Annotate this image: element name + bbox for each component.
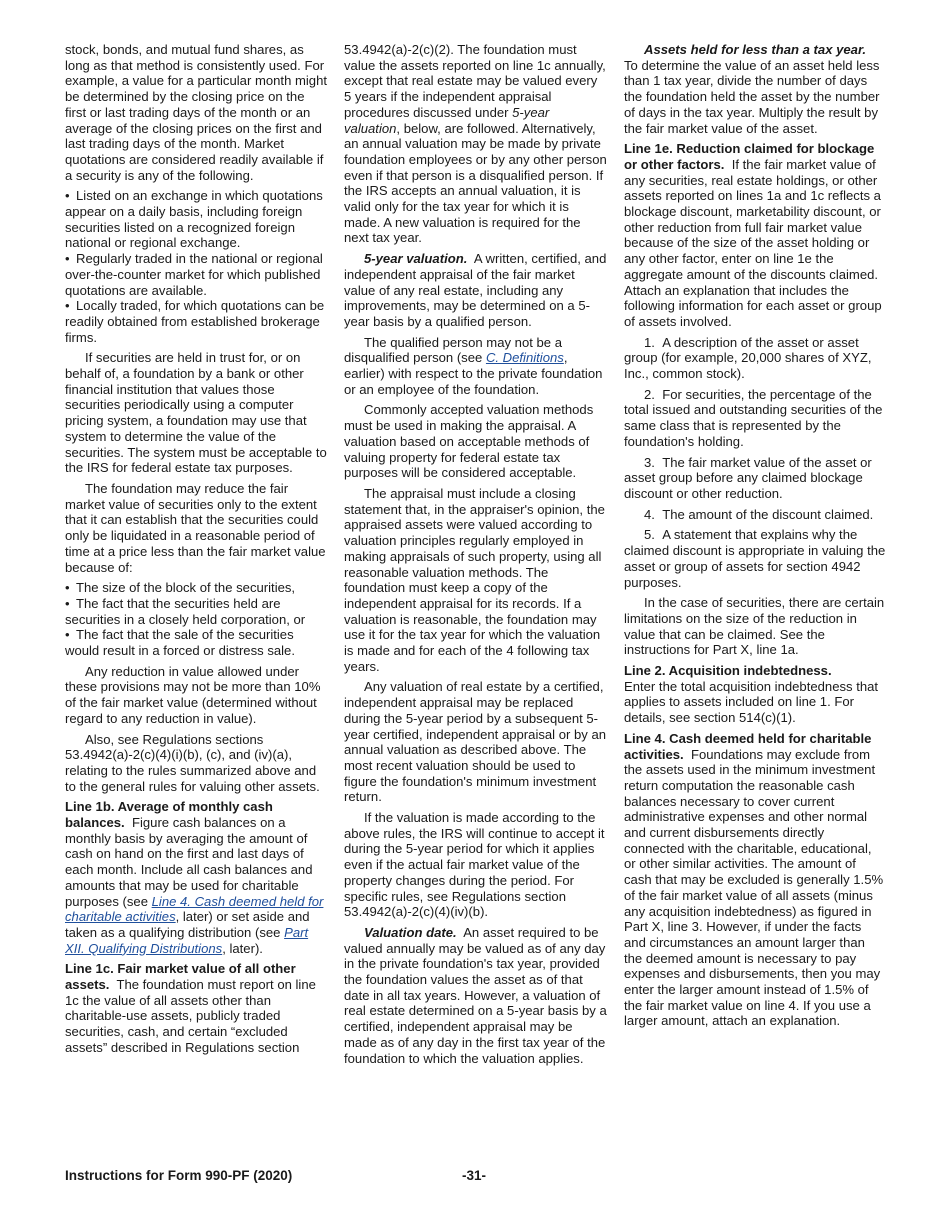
column-left	[65, 42, 327, 1061]
paragraph: Enter the total acquisition indebtedness that applies to assets included on line 1. For details, see section 514(c)(1).	[624, 678, 879, 726]
paragraph: The appraisal must include a closing statement that, in the appraiser's opinion, the appraised assets were valued according to valuation principles regularly employed in making appraisals of such property, using all reasonable valuation methods. The foundation must keep a copy of the independent appraisal for its records. If a valuation is reasonable, the foundation may use it for the tax year for which the valuation is made and for each of the 4 following tax years.	[344, 485, 605, 674]
heading-valuation-date: Valuation date.	[364, 924, 457, 940]
paragraph: To determine the value of an asset held less than 1 tax year, divide the number of days the foundation held the asset by the number of days in the tax year. Multiply the result by the fair market value of the asset.	[624, 57, 880, 136]
text: The foundation must report on line 1c the value of all assets other than charitable-use assets, publicly traded securities, cash, and certain “excluded assets” described in Regulations section	[65, 977, 316, 1055]
page-footer	[65, 1168, 886, 1186]
bullet-item: • Listed on an exchange in which quotations appear on a daily basis, including foreign securities listed on a recognized foreign national or regional exchange.	[65, 188, 327, 251]
numbered-item: 2. For securities, the percentage of the total issued and outstanding securities of the same class that is represented by the foundation's holding.	[624, 386, 883, 449]
paragraph	[344, 42, 608, 246]
heading-assets-less-than-year: Assets held for less than a tax year.	[644, 42, 866, 57]
paragraph: Commonly accepted valuation methods must be used in making the appraisal. A valuation based on acceptable methods of valuing property for federal estate tax purposes will be considered acceptable.	[344, 402, 594, 481]
text: 5-year valuation	[344, 104, 550, 136]
text: A written, certified, and independent appraisal of the fair market value of any real estate, including any improvements, may be determined on a 5-year basis by a qualified person.	[344, 251, 607, 329]
numbered-item: 1. A description of the asset or asset group (for example, 20,000 shares of XYZ, Inc., common stock).	[624, 334, 872, 382]
paragraph-valuation-date	[344, 925, 608, 1066]
paragraph: The foundation may reduce the fair market value of securities only to the extent that it can establish that the securities could only be liquidated in a reasonable period of time at a price less than the fair market value because of:	[65, 480, 326, 575]
text: , later) or set aside and taken as a qualifying distribution (see	[65, 909, 310, 940]
heading-5yr-valuation: 5-year valuation.	[364, 251, 468, 267]
text: , later).	[222, 940, 263, 956]
link-line-4-cash[interactable]: Line 4. Cash deemed held for charitable activities	[65, 893, 324, 925]
bullet-item: • Locally traded, for which quotations can be readily obtained from established brokerage firms.	[65, 298, 327, 345]
page-number: -31-	[462, 1168, 487, 1183]
link-c-definitions[interactable]: C. Definitions	[485, 350, 564, 366]
footer-form-title: Instructions for Form 990-PF (2020)	[65, 1168, 293, 1183]
heading-line-1e: Line 1e. Reduction claimed for blockage or other factors.	[624, 141, 875, 172]
text: Foundations may exclude from the assets used in the minimum investment return computation the reasonable cash balances necessary to cover current administrative expenses and other normal and current disbursements directly connected with the charitable, educational, or other similar activities. The amount of cash that may be excluded is generally 1.5% of the fair market value of all assets (minus any acquisition indebtedness) as figured in Part X, line 3. However, if under the facts and circumstances an amount larger than the deemed amount is necessary to pay expenses and disbursements, then you may enter the larger amount instead of 1.5% of the fair market value on line 4. If you use a larger amount, attach an explanation.	[624, 746, 884, 1029]
paragraph: In the case of securities, there are certain limitations on the size of the reduction in value that can be claimed. See the instructions for Part X, line 1a.	[624, 595, 885, 658]
paragraph: If securities are held in trust for, or on behalf of, a foundation by a bank or other financial institution that values those securities periodically using a computer pricing system, a foundation may use that system to determine the value of the securities. The system must be acceptable to the IRS for federal estate tax purposes.	[65, 350, 327, 476]
bullet-item: • The fact that the securities held are securities in a closely held corporation, or	[65, 596, 327, 627]
paragraph-line-4	[624, 731, 886, 1029]
bullet-item: • Regularly traded in the national or regional over-the-counter market for which published quotations are available.	[65, 251, 327, 298]
paragraph: Any reduction in value allowed under these provisions may not be more than 10% of the fair market value (determined without regard to any reduction in value).	[65, 663, 321, 726]
heading-line-2: Line 2. Acquisition indebtedness.	[624, 663, 832, 679]
paragraph	[344, 335, 608, 398]
text: , earlier) with respect to the private foundation or an employee of the foundation.	[344, 350, 603, 397]
heading-line-4: Line 4. Cash deemed held for charitable activities.	[624, 730, 872, 762]
paragraph-5yr	[344, 251, 608, 330]
text: If the fair market value of any securities, real estate holdings, or other assets reported on lines 1a and 1c reflects a blockage discount, marketability discount, or other reduction from full fair market value because of the size of the asset holding or any other factor, enter on line 1e the aggregate amount of the discounts claimed. Attach an explanation that includes the following information for each asset or group of assets involved.	[624, 156, 882, 329]
text: Figure cash balances on a monthly basis by averaging the amount of cash on hand on the first and last days of each month. Include all cash balances and amounts that may be used for charitable purposes (see	[65, 815, 313, 909]
numbered-item: 5. A statement that explains why the claimed discount is appropriate in valuing the asset or group of assets for section 4942 purposes.	[624, 527, 886, 590]
text: An asset required to be valued annually may be valued as of any day in the private foundation's tax year, provided the foundation values the asset as of that date in all tax years. However, a valuation of real estate determined on a 5-year basis by a certified, independent appraisal may be made as of any day in the first tax year of the foundation to which the valuation applies.	[344, 924, 607, 1066]
paragraph-line-1b	[65, 799, 327, 956]
column-middle	[344, 42, 608, 1071]
numbered-item: 3. The fair market value of the asset or asset group before any claimed blockage discount or other reduction.	[624, 454, 872, 501]
link-part-xii[interactable]: Part XII. Qualifying Distributions	[65, 924, 309, 956]
column-right	[624, 42, 886, 1034]
paragraph: Also, see Regulations sections 53.4942(a)-2(c)(4)(i)(b), (c), and (iv)(a), relating to the rules summarized above and to the general rules for valuing other assets.	[65, 731, 320, 794]
paragraph: stock, bonds, and mutual fund shares, as long as that method is consistently used. For example, a value for a particular month might be determined by the closing price on the first or last trading days of the month or an average of the closing prices on the first and last trading days of the month. Market quotations are considered readily available if a security is any of the following.	[65, 42, 328, 183]
paragraph: Any valuation of real estate by a certified, independent appraisal may be replaced during the 5-year period by a subsequent 5-year certified, independent appraisal or by an annual valuation as described above. The most recent valuation should be used to figure the foundation's minimum investment return.	[344, 679, 607, 805]
bullet-item: • The fact that the sale of the securities would result in a forced or distress sale.	[65, 627, 327, 658]
paragraph: If the valuation is made according to the above rules, the IRS will continue to accept it during the 5-year period for which it applies even if the actual fair market value of the property changes during the period. For specific rules, see Regulations section 53.4942(a)-2(c)(4)(iv)(b).	[344, 810, 605, 920]
heading-line-1b: Line 1b. Average of monthly cash balances.	[65, 799, 273, 831]
paragraph-line-1c	[65, 961, 327, 1055]
text: The qualified person may not be a disqualified person (see	[344, 334, 562, 366]
numbered-item: 4. The amount of the discount claimed.	[644, 506, 874, 522]
text: 53.4942(a)-2(c)(2). The foundation must value the assets reported on line 1c annually, except that real estate may be valued every 5 years if the independent appraisal procedures discussed under	[344, 42, 606, 120]
paragraph-line-1e	[624, 141, 886, 329]
bullet-item: • The size of the block of the securities,	[65, 580, 327, 596]
heading-line-1c: Line 1c. Fair market value of all other assets.	[65, 961, 296, 993]
text: , below, are followed. Alternatively, an annual valuation may be made by private foundation employees or by any other person even if that person is a disqualified person. If the IRS accepts an annual valuation, it is valid only for the tax year for which it is made. A new valuation is required for the next tax year.	[344, 120, 607, 246]
